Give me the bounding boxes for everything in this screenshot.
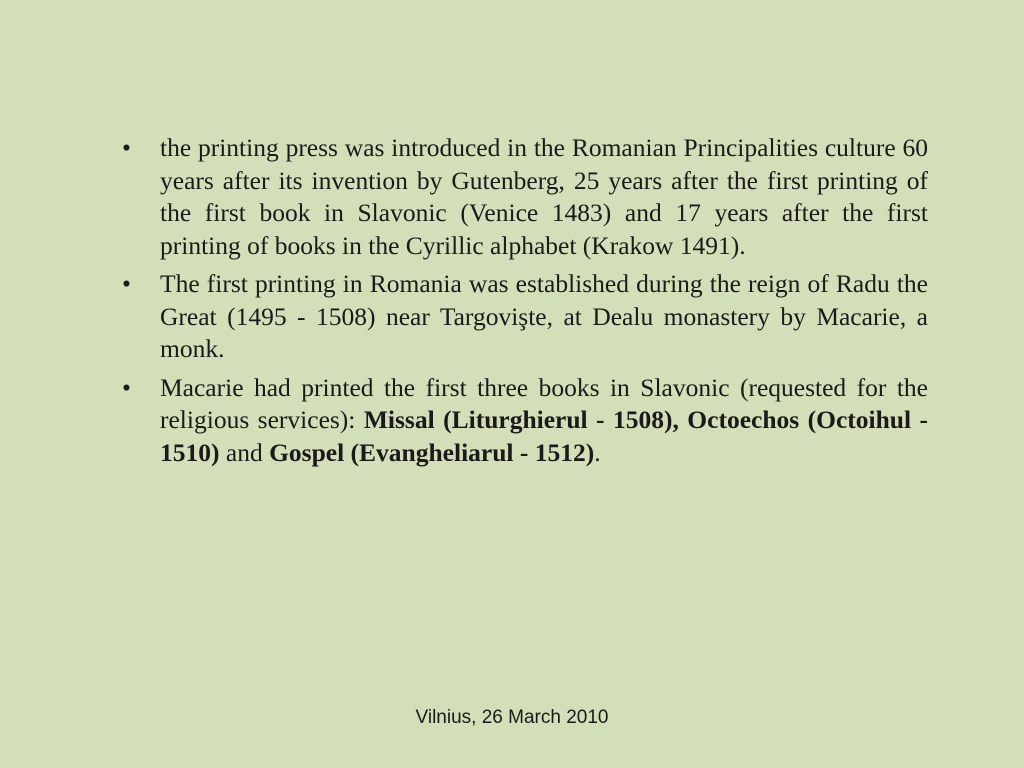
bullet-item-macarie-books — [118, 372, 928, 470]
bullet-icon: • — [122, 133, 131, 162]
bullet-icon: • — [122, 269, 131, 298]
book-titles-missal-octoechos: Missal (Liturghierul - 1508), Octoechos (Octoihul - 1510) — [160, 405, 928, 467]
bullet-text: the printing press was introduced in the Romanian Principalities culture 60 years after its invention by Gutenberg, 25 years after the first printing of the first book in Slavonic (Venice 1483) and 17 years after the first printing of books in the Cyrillic alphabet (Krakow 1491). — [160, 133, 928, 260]
bullet-item-printing-press — [118, 132, 928, 262]
bullet-text-intro: Macarie had printed the first three books in Slavonic (requested for the religious services): — [160, 372, 928, 434]
bullet-list — [118, 132, 928, 475]
book-title-gospel: Gospel (Evangheliarul - 1512) — [269, 437, 595, 467]
bullet-text: The first printing in Romania was established during the reign of Radu the Great (1495 - 1508) near Targovişte, at Dealu monastery by Macarie, a monk. — [160, 269, 928, 363]
bullet-text-and: and — [219, 437, 270, 467]
slide-footer: Vilnius, 26 March 2010 — [415, 707, 609, 728]
bullet-item-first-printing — [118, 268, 928, 366]
bullet-icon: • — [122, 372, 131, 402]
bullet-text-end: . — [594, 437, 601, 467]
